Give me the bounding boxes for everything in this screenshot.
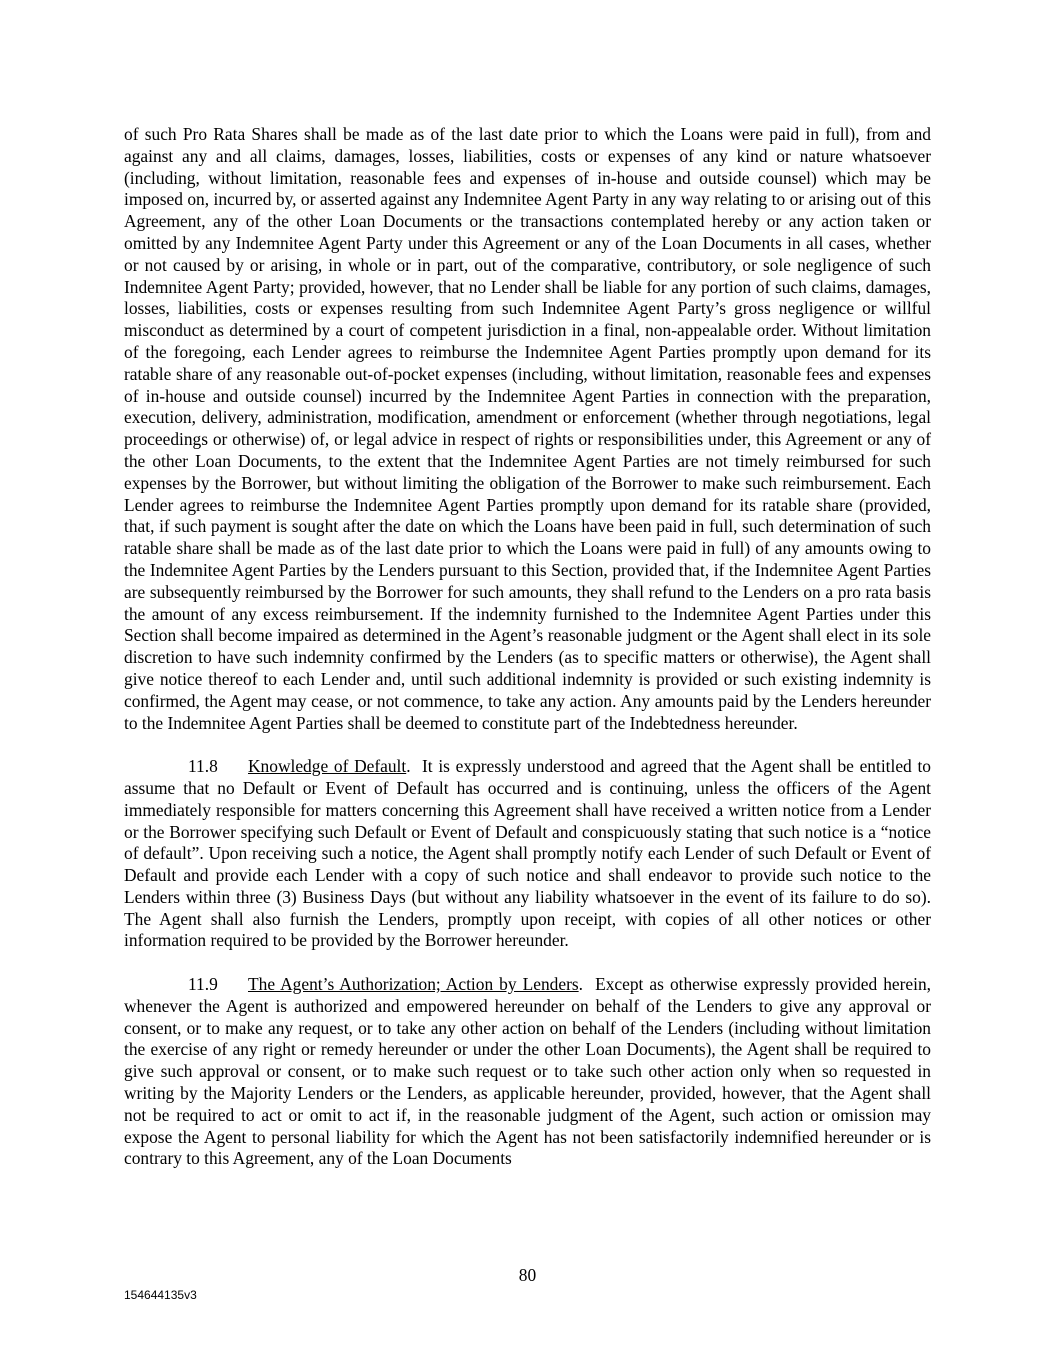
page-number: 80	[518, 1265, 537, 1285]
document-id: 154644135v3	[124, 1288, 197, 1302]
document-page	[124, 124, 931, 1170]
section-heading: The Agent’s Authorization; Action by Lenders	[248, 974, 579, 995]
section-body: Except as otherwise expressly provided herein, whenever the Agent is authorized and empowered hereunder on behalf of the Lenders to give any approval or consent, or to make any request, or to take any other action on behalf of the Lenders (including without limitation the exercise of any right or remedy hereunder or under the other Loan Documents), the Agent shall be required to give such approval or consent, or to make such request or to take such other action only when so requested in writing by the Majority Lenders or the Lenders, as applicable hereunder, provided, however, that the Agent shall not be required to act or omit to act if, in the reasonable judgment of the Agent, such action or omission may expose the Agent to personal liability for which the Agent has not been satisfactorily indemnified hereunder or is contrary to this Agreement, any of the Loan Documents	[124, 974, 931, 1169]
heading-punctuation: .	[578, 974, 583, 995]
section-number: 11.9	[188, 974, 218, 995]
heading-punctuation: .	[406, 756, 411, 777]
section-number: 11.8	[188, 756, 218, 777]
continuation-paragraph: of such Pro Rata Shares shall be made as of the last date prior to which the Loans were paid in full), from and against any and all claims, damages, losses, liabilities, costs or expenses of any kind or nature whatsoever (including, without limitation, reasonable fees and expenses of in-house and outside counsel) which may be imposed on, incurred by, or asserted against any Indemnitee Agent Party in any way relating to or arising out of this Agreement, any of the other Loan Documents or the transactions contemplated hereby or any action taken or omitted by any Indemnitee Agent Party under this Agreement or any of the Loan Documents in all cases, whether or not caused by or arising, in whole or in part, out of the comparative, contributory, or sole negligence of such Indemnitee Agent Party; provided, however, that no Lender shall be liable for any portion of such claims, damages, losses, liabilities, costs or expenses resulting from such Indemnitee Agent Party’s gross negligence or willful misconduct as determined by a court of competent jurisdiction in a final, non-appealable order. Without limitation of the foregoing, each Lender agrees to reimburse the Indemnitee Agent Parties promptly upon demand for its ratable share of any reasonable out-of-pocket expenses (including, without limitation, reasonable fees and expenses of in-house and outside counsel) incurred by the Indemnitee Agent Parties in connection with the preparation, execution, delivery, administration, modification, amendment or enforcement (whether through negotiations, legal proceedings or otherwise) of, or legal advice in respect of rights or responsibilities under, this Agreement or any of the other Loan Documents, to the extent that the Indemnitee Agent Parties are not timely reimbursed for such expenses by the Borrower, but without limiting the obligation of the Borrower to make such reimbursement. Each Lender agrees to reimburse the Indemnitee Agent Parties promptly upon demand for its ratable share (provided, that, if such payment is sought after the date on which the Loans have been paid in full, such determination of such ratable share shall be made as of the last date prior to which the Loans were paid in full) of any amounts owing to the Indemnitee Agent Parties by the Lenders pursuant to this Section, provided that, if the Indemnitee Agent Parties are subsequently reimbursed by the Borrower for such amounts, they shall refund to the Lenders on a pro rata basis the amount of any excess reimbursement. If the indemnity furnished to the Indemnitee Agent Parties under this Section shall become impaired as determined in the Agent’s reasonable judgment or the Agent shall elect in its sole discretion to have such indemnity confirmed by the Lenders (as to specific matters or otherwise), the Agent shall give notice thereof to each Lender and, until such additional indemnity is provided or such existing indemnity is confirmed, the Agent may cease, or not commence, to take any action. Any amounts paid by the Lenders hereunder to the Indemnitee Agent Parties shall be deemed to constitute part of the Indebtedness hereunder.	[124, 124, 931, 733]
section-body: It is expressly understood and agreed that the Agent shall be entitled to assume that no Default or Event of Default has occurred and is continuing, unless the officers of the Agent immediately responsible for matters concerning this Agreement shall have received a written notice from a Lender or the Borrower specifying such Default or Event of Default and conspicuously stating that such notice is a “notice of default”. Upon receiving such a notice, the Agent shall promptly notify each Lender of such Default or Event of Default and provide each Lender with a copy of such notice and shall endeavor to provide such notice to the Lenders within three (3) Business Days (but without any liability whatsoever in the event of its failure to do so). The Agent shall also furnish the Lenders, promptly upon receipt, with copies of all other notices or other information required to be provided by the Borrower hereunder.	[124, 756, 931, 951]
section-heading: Knowledge of Default	[248, 756, 407, 777]
section-11-8	[124, 756, 931, 952]
section-11-9	[124, 974, 931, 1170]
